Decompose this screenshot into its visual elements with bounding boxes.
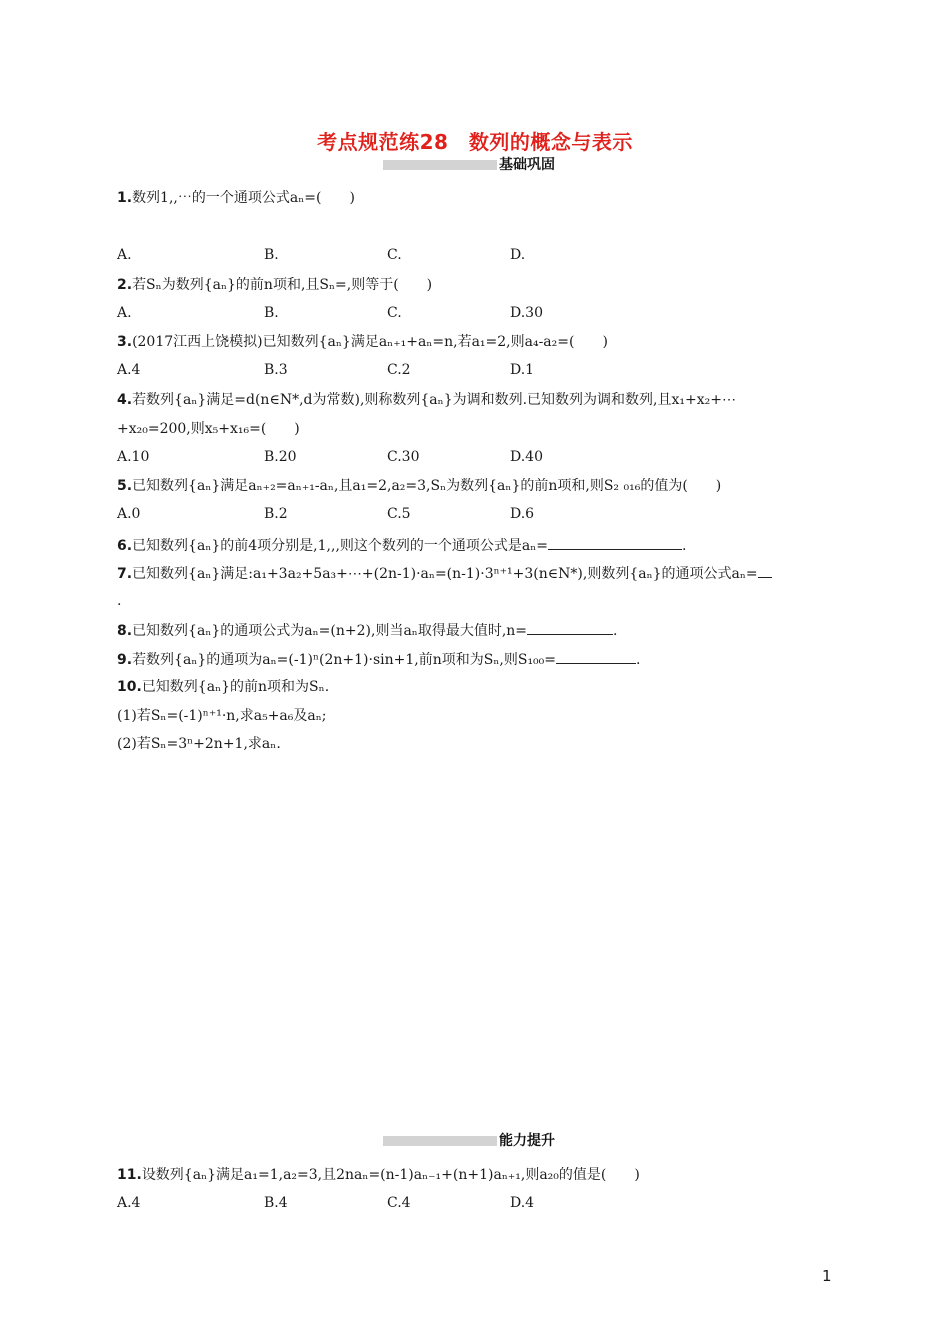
option-c: C. [387,305,402,321]
question-text: 数列1,,⋯的一个通项公式aₙ=( ) [132,190,355,206]
answer-blank [527,620,613,635]
section-bar [383,160,497,170]
question-text: 已知数列{aₙ}的通项公式为aₙ=(n+2),则当aₙ取得最大值时,n= [132,623,528,639]
question-text: (2017江西上饶模拟)已知数列{aₙ}满足aₙ₊₁+aₙ=n,若a₁=2,则a₄-a₂=( ) [132,334,608,350]
question-text: 若数列{aₙ}的通项为aₙ=(-1)ⁿ(2n+1)·sin+1,前n项和为Sₙ,则S₁₀₀= [132,652,557,668]
question-text: 已知数列{aₙ}满足aₙ₊₂=aₙ₊₁-aₙ,且a₁=2,a₂=3,Sₙ为数列{aₙ}的前n项和,则S₂ ₀₁₆的值为( ) [132,478,722,494]
option-d: D.4 [510,1195,535,1211]
option-a: A.4 [117,1195,141,1211]
question-11-options [0,1195,950,1213]
option-d: D. [510,247,526,263]
section-basic-label: 基础巩固 [499,157,555,173]
question-text: +x₂₀=200,则x₅+x₁₆=( ) [117,421,300,437]
option-a: A. [117,247,132,263]
option-d: D.6 [510,506,535,522]
option-b: B.2 [264,506,288,522]
question-1 [117,189,355,207]
option-d: D.30 [510,305,543,321]
question-5-options [0,506,950,524]
option-b: B.20 [264,449,297,465]
option-d: D.40 [510,449,543,465]
question-6 [117,535,686,555]
question-number: 11. [117,1167,142,1183]
question-number: 10. [117,679,142,695]
answer-blank [548,535,682,550]
question-number: 9. [117,652,133,668]
question-end: . [613,623,618,639]
question-number: 7. [117,566,133,582]
section-bar [383,1136,497,1146]
question-7-continued [117,592,121,610]
question-text: (2)若Sₙ=3ⁿ+2n+1,求aₙ. [117,736,281,752]
question-2-options [0,305,950,323]
option-b: B. [264,247,279,263]
option-c: C.5 [387,506,411,522]
question-5 [117,477,721,495]
answer-blank [556,649,636,664]
option-a: A. [117,305,132,321]
question-4-options [0,449,950,467]
question-number: 1. [117,190,133,206]
question-7 [117,563,772,583]
question-4 [117,391,736,409]
question-8 [117,620,618,640]
question-3-options [0,362,950,380]
question-9 [117,649,640,669]
question-number: 4. [117,392,133,408]
question-text: 已知数列{aₙ}的前n项和为Sₙ. [141,679,330,695]
question-number: 5. [117,478,133,494]
question-text: 已知数列{aₙ}满足:a₁+3a₂+5a₃+⋯+(2n-1)·aₙ=(n-1)·3ⁿ⁺¹+3(n∈N*),则数列{aₙ}的通项公式aₙ= [132,566,758,582]
question-10-part-1 [117,707,327,725]
question-number: 2. [117,277,133,293]
option-a: A.10 [117,449,150,465]
question-number: 8. [117,623,133,639]
question-number: 6. [117,538,133,554]
page-number: 1 [822,1267,832,1285]
option-a: A.4 [117,362,141,378]
option-a: A.0 [117,506,141,522]
option-b: B. [264,305,279,321]
question-10-part-2 [117,735,281,753]
option-c: C.30 [387,449,420,465]
option-c: C.2 [387,362,411,378]
question-number: 3. [117,334,133,350]
option-c: C.4 [387,1195,411,1211]
question-end: . [682,538,687,554]
question-text: 设数列{aₙ}满足a₁=1,a₂=3,且2naₙ=(n-1)aₙ₋₁+(n+1)aₙ₊₁,则a₂₀的值是( ) [141,1167,640,1183]
question-text: 已知数列{aₙ}的前4项分别是,1,,,则这个数列的一个通项公式是aₙ= [132,538,549,554]
question-11 [117,1166,640,1184]
option-b: B.3 [264,362,288,378]
question-4-continued [117,420,300,438]
option-b: B.4 [264,1195,288,1211]
option-d: D.1 [510,362,535,378]
question-end: . [117,593,122,609]
question-3 [117,333,608,351]
question-text: 若数列{aₙ}满足=d(n∈N*,d为常数),则称数列{aₙ}为调和数列.已知数列为调和数列,且x₁+x₂+⋯ [132,392,736,408]
answer-blank [758,563,772,578]
question-10 [117,678,329,696]
question-end: . [636,652,641,668]
question-text: 若Sₙ为数列{aₙ}的前n项和,且Sₙ=,则等于( ) [132,277,433,293]
section-advanced-label: 能力提升 [499,1133,555,1149]
page-title: 考点规范练28 数列的概念与表示 [317,130,633,154]
question-2 [117,276,432,294]
question-1-options [0,247,950,265]
option-c: C. [387,247,402,263]
question-text: (1)若Sₙ=(-1)ⁿ⁺¹·n,求a₅+a₆及aₙ; [117,708,327,724]
